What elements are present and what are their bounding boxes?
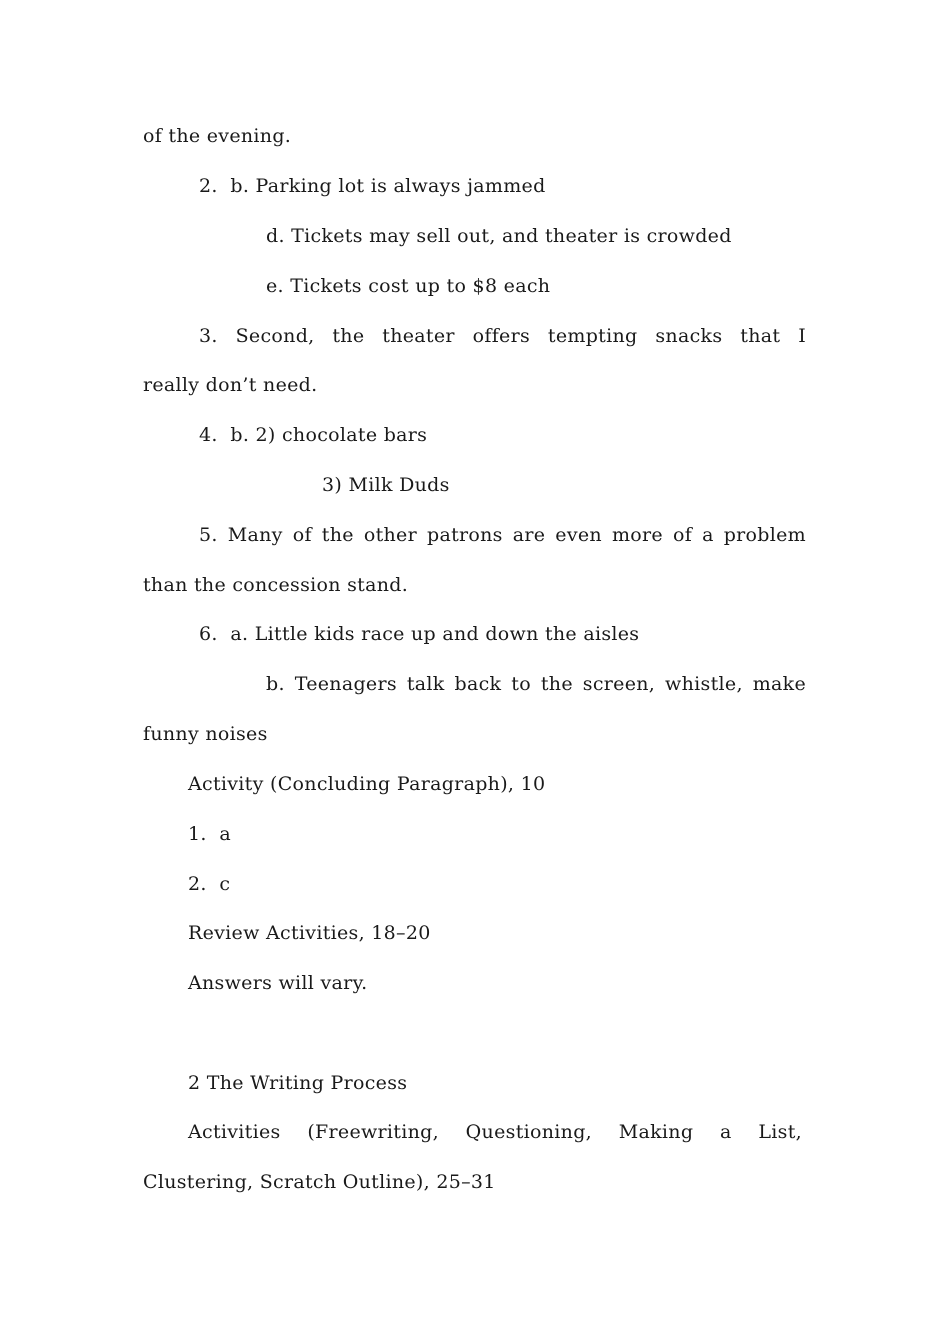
outline-item-6a: 6. a. Little kids race up and down the aisles — [199, 623, 640, 645]
text-line-continuation: of the evening. — [143, 125, 292, 147]
activities-heading: Activities (Freewriting, Questioning, Making a List, — [188, 1121, 802, 1143]
outline-item-6b-continuation: funny noises — [143, 723, 268, 745]
outline-item-2d: d. Tickets may sell out, and theater is crowded — [266, 225, 732, 247]
activities-heading-continuation: Clustering, Scratch Outline), 25–31 — [143, 1171, 496, 1193]
review-activities-heading: Review Activities, 18–20 — [188, 922, 431, 944]
chapter-heading: 2 The Writing Process — [188, 1072, 408, 1094]
outline-item-4b3: 3) Milk Duds — [322, 474, 450, 496]
answer-item-1: 1. a — [188, 823, 232, 845]
answer-item-2: 2. c — [188, 873, 231, 895]
activity-heading-concluding: Activity (Concluding Paragraph), 10 — [188, 773, 546, 795]
outline-item-3: 3. Second, the theater offers tempting snacks that I — [199, 325, 806, 347]
outline-item-2b: 2. b. Parking lot is always jammed — [199, 175, 546, 197]
outline-item-2e: e. Tickets cost up to $8 each — [266, 275, 551, 297]
outline-item-4b2: 4. b. 2) chocolate bars — [199, 424, 428, 446]
outline-item-5-continuation: than the concession stand. — [143, 574, 409, 596]
outline-item-5: 5. Many of the other patrons are even more of a problem — [199, 524, 806, 546]
outline-item-6b: b. Teenagers talk back to the screen, whistle, make — [266, 673, 806, 695]
answers-note: Answers will vary. — [188, 972, 368, 994]
outline-item-3-continuation: really don’t need. — [143, 374, 318, 396]
